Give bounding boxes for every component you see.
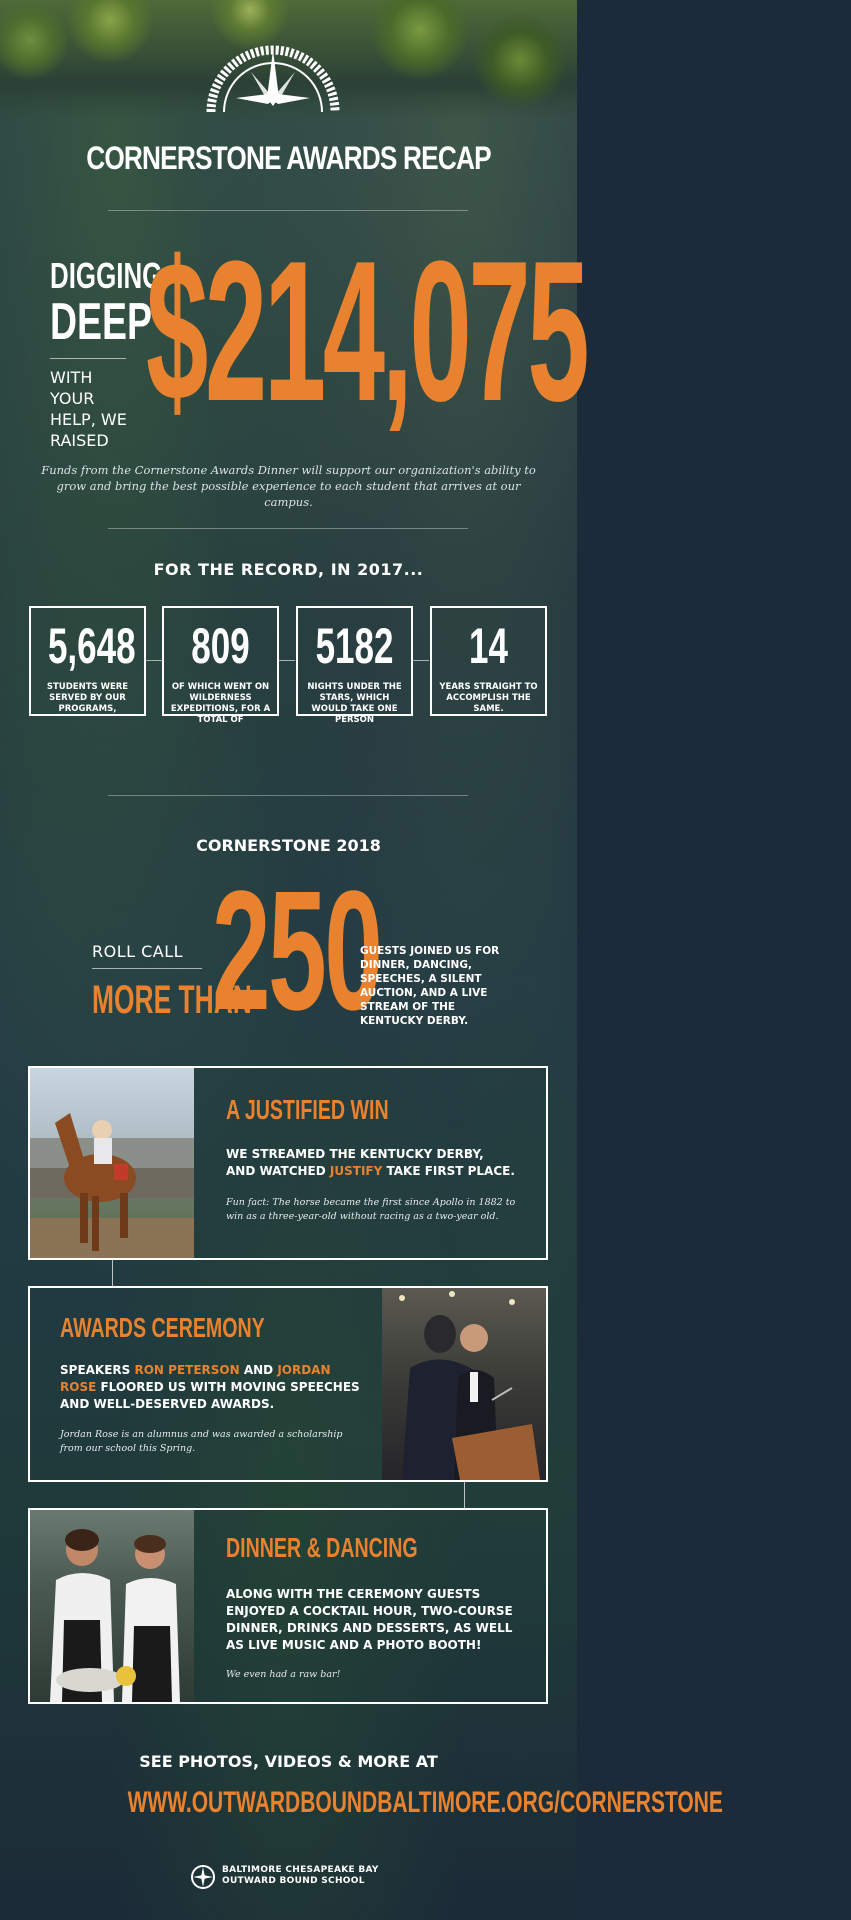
divider [108,795,468,796]
compass-footer-icon [190,1864,216,1890]
justified-win-note: Fun fact: The horse became the first since Apollo in 1882 to win as a three-year-old without racing as a two-year old. [226,1197,516,1222]
funds-description: Funds from the Cornerstone Awards Dinner will support our organization's ability to grow and bring the best possible experience to each student that arrives at our campus. [41,463,536,509]
hero-line-1: DIGGING [50,255,163,296]
compass-logo-icon [206,28,340,112]
horse-illustration-icon [30,1068,194,1258]
stat-box [296,606,413,725]
justified-body-text: WE STREAMED THE KENTUCKY DERBY, AND WATCHED [226,1147,484,1178]
website-url[interactable]: WWW.OUTWARDBOUNDBALTIMORE.ORG/CORNERSTONE [127,1786,723,1819]
chefs-illustration-icon [30,1510,194,1702]
page-title: CORNERSTONE AWARDS RECAP [86,140,491,176]
derby-horse-photo [30,1068,194,1258]
hero-sub-1: WITH YOUR [50,368,95,408]
org-footer [190,1864,390,1890]
awards-ceremony-photo [382,1288,546,1480]
stat-connector [279,660,295,661]
stat-value: 809 [191,618,250,674]
stat-connector [146,660,162,661]
awards-body-text: SPEAKERS [60,1363,135,1377]
stat-value: 5182 [315,618,394,674]
card-connector [464,1482,465,1508]
stat-label: STUDENTS WERE SERVED BY OUR PROGRAMS, [46,682,129,714]
card-connector [112,1260,113,1286]
roll-call-label: ROLL CALL [92,942,184,961]
stat-box [162,606,279,725]
awards-ceremony-note: Jordan Rose is an alumnus and was awarded a scholarship from our school this Spring. [60,1429,343,1454]
dinner-dancing-title: DINNER & DANCING [226,1532,418,1563]
justified-win-body [226,1146,516,1180]
amount-raised: $214,075 [146,220,587,443]
awards-ceremony-body [60,1362,360,1413]
dinner-dancing-note: We even had a raw bar! [226,1669,341,1680]
speakers-illustration-icon [382,1288,546,1480]
awards-body-text: AND [239,1363,278,1377]
guest-count: 250 [212,856,381,1046]
ron-peterson-highlight: RON PETERSON [134,1363,240,1377]
guests-description: GUESTS JOINED US FOR DINNER, DANCING, SPEECHES, A SILENT AUCTION, AND A LIVE STREAM OF THE KENTUCKY DERBY. [360,945,500,1027]
jordan-rose-highlight: JORDAN ROSE [60,1363,331,1394]
digging-deep-block [50,255,163,451]
stat-value: 14 [469,618,508,674]
hero-line-2: DEEP [50,293,152,351]
stat-label: OF WHICH WENT ON WILDERNESS EXPEDITIONS, FOR A TOTAL OF [170,682,271,725]
justified-win-title: A JUSTIFIED WIN [226,1094,389,1125]
raw-bar-photo [30,1510,194,1702]
more-than-label: MORE THAN [92,978,252,1022]
justify-highlight: JUSTIFY [329,1164,383,1178]
stat-label: NIGHTS UNDER THE STARS, WHICH WOULD TAKE ONE PERSON [307,682,402,725]
website-link[interactable] [0,1786,723,1820]
org-name-line-2: OUTWARD BOUND SCHOOL [222,1876,365,1886]
awards-body-text: FLOORED US WITH MOVING SPEECHES AND WELL-DESERVED AWARDS. [60,1380,360,1411]
hero-sub-3: RAISED [50,431,109,450]
stat-label: YEARS STRAIGHT TO ACCOMPLISH THE SAME. [439,682,538,714]
record-title: FOR THE RECORD, IN 2017... [153,560,424,579]
justified-body-text: TAKE FIRST PLACE. [382,1164,515,1178]
hero-divider [50,358,126,359]
stat-value: 5,648 [47,618,136,674]
stat-box [29,606,146,716]
hero-sub-2: HELP, WE [50,410,127,429]
divider [108,528,468,529]
divider [108,210,468,211]
roll-call-divider [92,968,202,969]
stat-box [430,606,547,716]
cornerstone-2018-title: CORNERSTONE 2018 [196,836,381,855]
dinner-dancing-body: ALONG WITH THE CEREMONY GUESTS ENJOYED A COCKTAIL HOUR, TWO-COURSE DINNER, DRINKS AND DESSERTS, AS WELL AS LIVE MUSIC AND A PHOTO BOOTH! [226,1587,513,1652]
org-name-line-1: BALTIMORE CHESAPEAKE BAY [222,1865,379,1875]
stat-connector [413,660,429,661]
awards-ceremony-title: AWARDS CEREMONY [60,1312,265,1343]
see-more-label: SEE PHOTOS, VIDEOS & MORE AT [139,1752,438,1771]
